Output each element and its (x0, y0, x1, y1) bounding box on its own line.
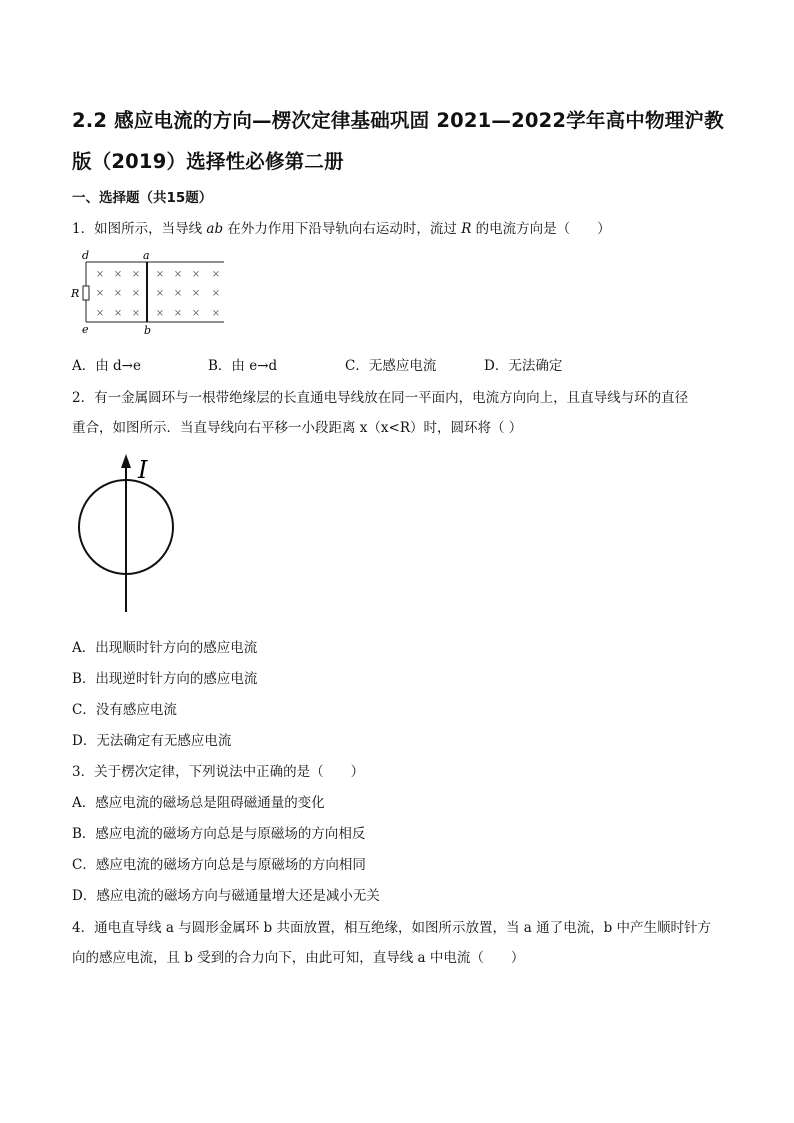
question-4-line-1: 4．通电直导线 a 与圆形金属环 b 共面放置，相互绝缘，如图所示放置，当 a 通了电流，b 中产生顺时针方 (72, 920, 712, 936)
svg-text:×: × (95, 308, 105, 319)
question-2-figure (70, 452, 190, 617)
question-1-figure (66, 248, 236, 338)
document-title: 2.2 感应电流的方向—楞次定律基础巩固 2021—2022学年高中物理沪教版（2019）选择性必修第二册 (72, 109, 724, 173)
svg-text:×: × (95, 269, 105, 280)
svg-text:×: × (211, 288, 221, 299)
q2-option-c: C．没有感应电流 (72, 702, 177, 718)
q1-option-c: C．无感应电流 (345, 358, 437, 374)
current-arrow-icon (121, 454, 131, 468)
q3-option-d: D．感应电流的磁场方向与磁通量增大还是减小无关 (72, 888, 380, 904)
svg-text:×: × (155, 308, 165, 319)
section-heading: 一、选择题（共15题） (72, 190, 213, 206)
svg-text:×: × (155, 269, 165, 280)
svg-text:×: × (191, 288, 201, 299)
label-R: R (71, 287, 80, 300)
q2-option-d: D．无法确定有无感应电流 (72, 733, 232, 749)
question-3-text: 3．关于楞次定律，下列说法中正确的是（ ） (72, 764, 365, 780)
q2-option-a: A．出现顺时针方向的感应电流 (72, 640, 258, 656)
svg-text:×: × (173, 288, 183, 299)
svg-text:×: × (191, 269, 201, 280)
label-d: d (82, 249, 90, 262)
question-2-line-1: 2．有一金属圆环与一根带绝缘层的长直通电导线放在同一平面内，电流方向向上，且直导线与环的直径 (72, 390, 689, 406)
resistor-R (83, 286, 89, 300)
label-e: e (82, 323, 89, 336)
question-1-text: 1．如图所示，当导线 ab 在外力作用下沿导轨向右运动时，流过 R 的电流方向是（ ） (72, 221, 611, 237)
svg-text:×: × (113, 308, 123, 319)
q1-option-a: A．由 d→e (72, 358, 141, 374)
svg-text:×: × (113, 288, 123, 299)
q3-option-c: C．感应电流的磁场方向总是与原磁场的方向相同 (72, 857, 366, 873)
svg-text:×: × (131, 308, 141, 319)
q2-option-b: B．出现逆时针方向的感应电流 (72, 671, 258, 687)
q1-option-d: D．无法确定 (484, 358, 563, 374)
question-4-line-2: 向的感应电流，且 b 受到的合力向下，由此可知，直导线 a 中电流（ ） (72, 950, 525, 966)
svg-text:×: × (131, 269, 141, 280)
label-a: a (143, 249, 150, 262)
label-b: b (144, 324, 152, 337)
svg-text:×: × (113, 269, 123, 280)
q1-option-b: B．由 e→d (208, 358, 278, 374)
q3-option-a: A．感应电流的磁场总是阻碍磁通量的变化 (72, 795, 325, 811)
svg-text:×: × (173, 308, 183, 319)
question-2-line-2: 重合，如图所示．当直导线向右平移一小段距离 x（x<R）时，圆环将（ ） (72, 420, 523, 436)
current-label: I (138, 456, 148, 484)
svg-text:×: × (155, 288, 165, 299)
svg-text:×: × (173, 269, 183, 280)
svg-text:×: × (95, 288, 105, 299)
svg-text:×: × (191, 308, 201, 319)
svg-text:×: × (211, 269, 221, 280)
svg-text:×: × (131, 288, 141, 299)
magnetic-field-crosses (96, 269, 220, 319)
svg-text:×: × (211, 308, 221, 319)
q3-option-b: B．感应电流的磁场方向总是与原磁场的方向相反 (72, 826, 366, 842)
